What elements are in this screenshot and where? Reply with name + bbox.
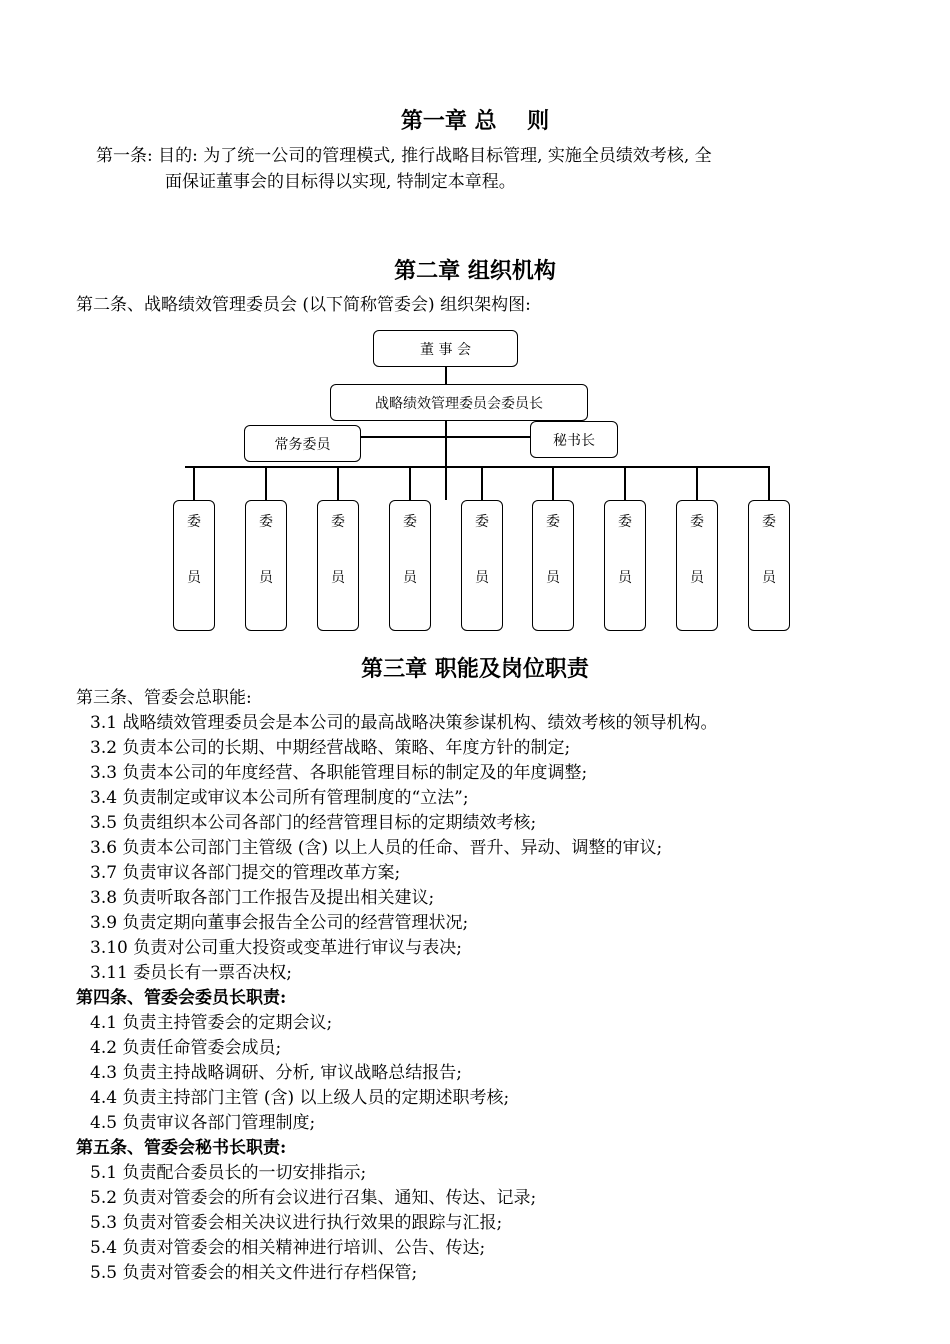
chapter3-list xyxy=(76,686,717,1286)
duty-item: 5.3 负责对管委会相关决议进行执行效果的跟踪与汇报; xyxy=(90,1213,503,1233)
duty-item: 4.4 负责主持部门主管 (含) 以上级人员的定期述职考核; xyxy=(90,1088,510,1108)
duty-item: 3.3 负责本公司的年度经营、各职能管理目标的制定及的年度调整; xyxy=(90,763,588,783)
member-label-char1: 委 xyxy=(187,514,201,530)
member-label-char2: 员 xyxy=(762,570,776,586)
standing-member-box xyxy=(244,425,361,462)
member-box xyxy=(173,500,215,631)
member-label-char2: 员 xyxy=(618,570,632,586)
member-drop-line xyxy=(409,466,411,500)
duty-item: 3.9 负责定期向董事会报告全公司的经营管理状况; xyxy=(90,913,469,933)
member-label-char2: 员 xyxy=(546,570,560,586)
duty-item: 3.10 负责对公司重大投资或变革进行审议与表决; xyxy=(90,938,462,958)
secretary-box xyxy=(530,421,618,458)
article-heading: 第五条、管委会秘书长职责: xyxy=(76,1138,287,1158)
member-drop-line xyxy=(552,466,554,500)
member-label-char1: 委 xyxy=(546,514,560,530)
chapter3-title: 第三章 职能及岗位职责 xyxy=(361,656,589,682)
member-label-char1: 委 xyxy=(475,514,489,530)
member-box xyxy=(389,500,431,631)
duty-item: 4.1 负责主持管委会的定期会议; xyxy=(90,1013,333,1033)
chair-box xyxy=(330,384,588,421)
board-label: 董 事 会 xyxy=(420,341,471,358)
member-box xyxy=(676,500,718,631)
member-box xyxy=(748,500,790,631)
duty-item: 3.11 委员长有一票否决权; xyxy=(90,963,292,983)
duty-item: 4.3 负责主持战略调研、分析, 审议战略总结报告; xyxy=(90,1063,462,1083)
duty-item: 3.4 负责制定或审议本公司所有管理制度的“立法”; xyxy=(90,788,469,808)
chapter2-title: 第二章 组织机构 xyxy=(394,258,556,284)
member-box xyxy=(245,500,287,631)
secretary-label: 秘书长 xyxy=(553,432,595,449)
article2-text: 第二条、战略绩效管理委员会 (以下简称管委会) 组织架构图: xyxy=(76,295,531,315)
board-box xyxy=(373,330,518,367)
member-label-char1: 委 xyxy=(331,514,345,530)
duty-item: 4.5 负责审议各部门管理制度; xyxy=(90,1113,316,1133)
member-box xyxy=(461,500,503,631)
duty-item: 3.1 战略绩效管理委员会是本公司的最高战略决策参谋机构、绩效考核的领导机构。 xyxy=(90,713,718,733)
duty-item: 3.7 负责审议各部门提交的管理改革方案; xyxy=(90,863,401,883)
member-label-char1: 委 xyxy=(403,514,417,530)
duty-item: 3.2 负责本公司的长期、中期经营战略、策略、年度方针的制定; xyxy=(90,738,571,758)
chair-label: 战略绩效管理委员会委员长 xyxy=(375,395,543,412)
member-drop-line xyxy=(193,466,195,500)
member-label-char2: 员 xyxy=(403,570,417,586)
member-label-char1: 委 xyxy=(762,514,776,530)
member-label-char1: 委 xyxy=(618,514,632,530)
duty-item: 3.5 负责组织本公司各部门的经营管理目标的定期绩效考核; xyxy=(90,813,537,833)
duty-item: 3.8 负责听取各部门工作报告及提出相关建议; xyxy=(90,888,435,908)
duty-item: 3.6 负责本公司部门主管级 (含) 以上人员的任命、晋升、异动、调整的审议; xyxy=(90,838,663,858)
duty-item: 5.4 负责对管委会的相关精神进行培训、公告、传达; xyxy=(90,1238,486,1258)
member-label-char2: 员 xyxy=(331,570,345,586)
member-box xyxy=(532,500,574,631)
article1-line2: 面保证董事会的目标得以实现, 特制定本章程。 xyxy=(165,172,516,192)
article1-line1: 第一条: 目的: 为了统一公司的管理模式, 推行战略目标管理, 实施全员绩效考核, 全 xyxy=(96,146,712,166)
member-box xyxy=(604,500,646,631)
member-box xyxy=(317,500,359,631)
member-drop-line xyxy=(265,466,267,500)
member-drop-line xyxy=(696,466,698,500)
article-heading: 第四条、管委会委员长职责: xyxy=(76,988,287,1008)
duty-item: 4.2 负责任命管委会成员; xyxy=(90,1038,282,1058)
member-drop-line xyxy=(624,466,626,500)
duty-item: 5.2 负责对管委会的所有会议进行召集、通知、传达、记录; xyxy=(90,1188,537,1208)
member-label-char1: 委 xyxy=(259,514,273,530)
standing-member-label: 常务委员 xyxy=(274,436,331,453)
member-label-char2: 员 xyxy=(187,570,201,586)
member-drop-line xyxy=(768,466,770,500)
member-label-char1: 委 xyxy=(690,514,704,530)
member-label-char2: 员 xyxy=(690,570,704,586)
member-label-char2: 员 xyxy=(259,570,273,586)
org-side-line xyxy=(359,436,532,438)
duty-item: 5.5 负责对管委会的相关文件进行存档保管; xyxy=(90,1263,418,1283)
article-heading: 第三条、管委会总职能: xyxy=(76,688,252,708)
org-bus-line xyxy=(185,466,769,468)
duty-item: 5.1 负责配合委员长的一切安排指示; xyxy=(90,1163,367,1183)
member-drop-line xyxy=(337,466,339,500)
member-label-char2: 员 xyxy=(475,570,489,586)
member-drop-line xyxy=(481,466,483,500)
chapter1-title: 第一章 总 则 xyxy=(400,108,550,134)
